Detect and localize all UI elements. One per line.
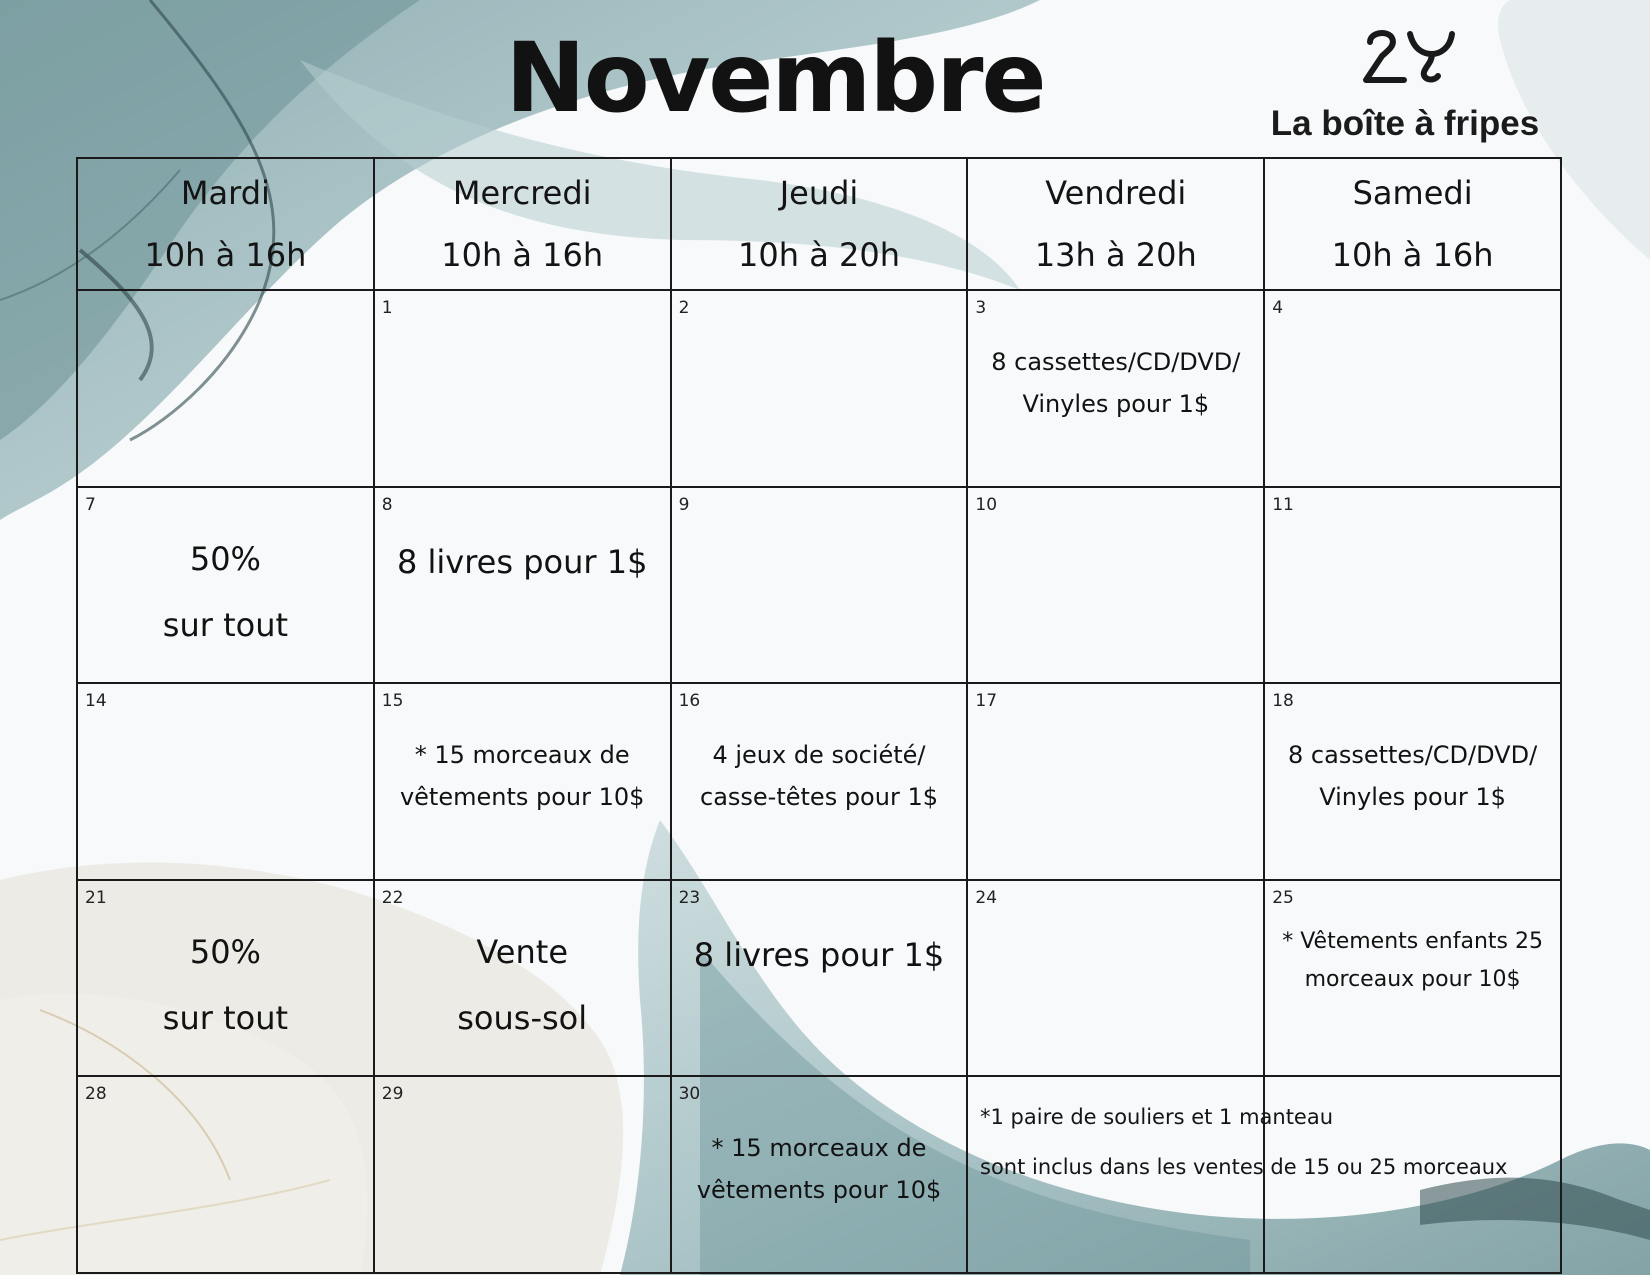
day-cell (671, 290, 968, 487)
day-cell (77, 880, 374, 1077)
event-text (672, 881, 967, 977)
day-number: 2 (678, 298, 690, 318)
day-number: 22 (381, 887, 404, 908)
header-cell (1264, 158, 1561, 290)
day-cell (374, 1076, 671, 1273)
day-cell (77, 683, 374, 880)
day-number: 16 (678, 691, 701, 712)
event-text (78, 488, 373, 658)
header-cell (77, 158, 374, 290)
week-row (77, 683, 1561, 880)
day-number: 25 (1272, 887, 1294, 908)
event-text (1265, 881, 1560, 999)
day-cell (374, 683, 671, 880)
event-line: 8 cassettes/CD/DVD/ (991, 348, 1241, 376)
event-line: Vente (476, 932, 568, 971)
event-line: 4 jeux de société/ (712, 741, 926, 770)
event-line: * 15 morceaux de (414, 741, 630, 770)
day-cell (1264, 487, 1561, 684)
event-text (375, 488, 670, 584)
event-text (375, 881, 670, 1051)
event-text (968, 291, 1263, 425)
event-text (78, 881, 373, 1051)
event-line: sous-sol (457, 998, 588, 1037)
footnote (980, 1092, 1507, 1192)
day-number: 1 (381, 298, 393, 318)
day-cell (967, 880, 1264, 1077)
day-number: 10 (975, 494, 998, 515)
opening-hours: 10h à 16h (144, 236, 307, 274)
event-line: Vinyles pour 1$ (1319, 783, 1506, 812)
event-line: Vinyles pour 1$ (1022, 390, 1210, 418)
event-line: 50% (189, 932, 261, 971)
week-row (77, 290, 1561, 487)
day-number: 29 (381, 1084, 404, 1105)
day-cell (1264, 880, 1561, 1077)
day-number: 3 (975, 298, 987, 318)
day-number: 15 (381, 691, 404, 712)
opening-hours: 10h à 16h (1331, 236, 1494, 274)
event-line: * Vêtements enfants 25 (1282, 928, 1543, 954)
day-cell (967, 487, 1264, 684)
page-title: Novembre (505, 22, 1045, 134)
day-number: 30 (678, 1084, 701, 1105)
opening-hours: 13h à 20h (1034, 236, 1197, 274)
event-line: 8 livres pour 1$ (693, 935, 945, 974)
week-row (77, 487, 1561, 684)
event-line: sur tout (162, 998, 289, 1037)
event-line: * 15 morceaux de (711, 1134, 927, 1163)
day-cell (1264, 683, 1561, 880)
event-line: 50% (189, 539, 261, 578)
day-cell (1264, 290, 1561, 487)
weekday-label: Samedi (1352, 174, 1473, 212)
weekday-label: Vendredi (1045, 174, 1187, 212)
day-cell (967, 683, 1264, 880)
day-number: 23 (678, 887, 701, 908)
footnote-line: *1 paire de souliers et 1 manteau (980, 1105, 1334, 1129)
footnote-line: sont inclus dans les ventes de 15 ou 25 morceaux (980, 1155, 1508, 1179)
event-line: 8 livres pour 1$ (396, 542, 648, 581)
event-text (672, 684, 967, 818)
day-number: 18 (1272, 691, 1294, 712)
day-cell (77, 1076, 374, 1273)
day-number: 28 (85, 1084, 107, 1105)
day-cell (671, 487, 968, 684)
day-number: 7 (85, 494, 96, 515)
day-cell (77, 290, 374, 487)
day-number: 21 (85, 887, 107, 908)
day-cell (671, 1076, 968, 1273)
event-line: sur tout (162, 605, 289, 644)
event-text (375, 684, 670, 818)
day-cell (374, 880, 671, 1077)
day-number: 14 (85, 691, 107, 712)
day-number: 4 (1272, 298, 1284, 318)
header-row (77, 158, 1561, 290)
opening-hours: 10h à 16h (441, 236, 604, 274)
event-line: vêtements pour 10$ (696, 1176, 942, 1205)
brand-name: La boîte à fripes (1270, 104, 1540, 143)
event-line: morceaux pour 10$ (1304, 966, 1521, 992)
week-row (77, 880, 1561, 1077)
day-number: 24 (975, 887, 998, 908)
event-line: vêtements pour 10$ (399, 783, 645, 812)
event-text (672, 1077, 967, 1211)
opening-hours: 10h à 20h (738, 236, 900, 274)
header-cell (671, 158, 968, 290)
event-line: 8 cassettes/CD/DVD/ (1288, 741, 1538, 770)
day-number: 17 (975, 691, 998, 712)
weekday-label: Mardi (180, 174, 270, 212)
header-cell (967, 158, 1264, 290)
header-cell (374, 158, 671, 290)
day-cell (77, 487, 374, 684)
day-cell (967, 290, 1264, 487)
day-cell (671, 683, 968, 880)
event-text (1265, 684, 1560, 818)
day-number: 8 (381, 494, 393, 515)
day-cell (374, 487, 671, 684)
day-cell (374, 290, 671, 487)
weekday-label: Mercredi (452, 174, 592, 212)
day-number: 11 (1272, 494, 1294, 515)
weekday-label: Jeudi (779, 174, 859, 212)
hanger-logo-icon (1358, 26, 1458, 84)
event-line: casse-têtes pour 1$ (700, 783, 938, 812)
day-cell (671, 880, 968, 1077)
day-number: 9 (678, 494, 690, 515)
